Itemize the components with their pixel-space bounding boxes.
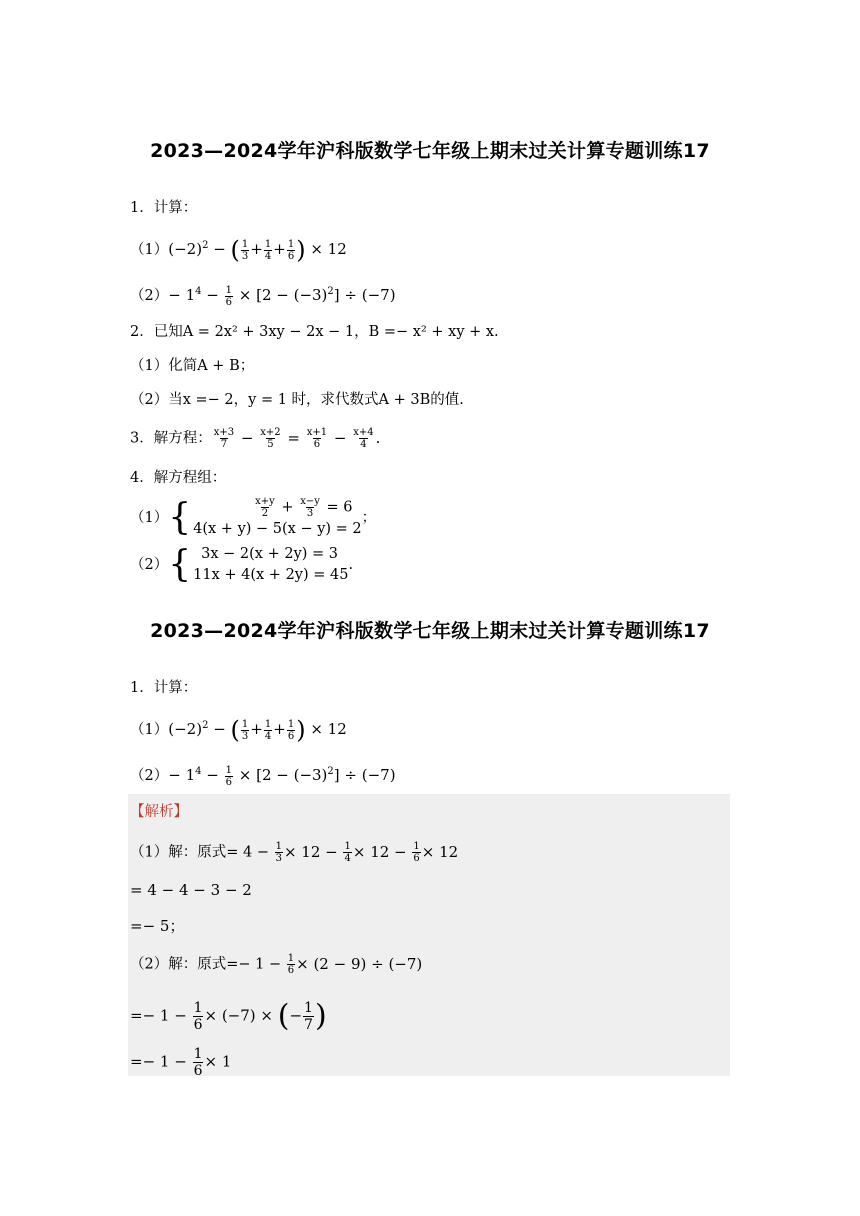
equation-system: { 3x − 2(x + 2y) = 3 11x + 4(x + 2y) = 45	[168, 544, 349, 585]
q1-part2-repeat: $(2)- 1^4$ − $\frac{1}{6}$ × $[2 - (-3)^2] \div (-7)$	[130, 764, 396, 788]
expr: (−2)	[168, 240, 203, 258]
analysis-step1: （1）解：原式= 4 − $\frac{1}{3}$ × 12 − $\frac{1}{4}$ × 12 − $\frac{1}{6}$ × 12	[130, 841, 459, 864]
analysis-step6: =− 1 − $\frac{1}{6}$ × 1	[130, 1046, 232, 1079]
expr-tail: × 12	[305, 240, 347, 258]
analysis-step5: =− 1 − $\frac{1}{6}$ × (−7) × (− $\frac{1}{7}$ )	[130, 998, 327, 1034]
q1-heading: 1．计算：	[130, 200, 198, 216]
q2-part2: （2）当x =− 2，y = 1 时，求代数式A + 3B的值.	[130, 392, 464, 408]
fraction: $\frac{1}{4}$	[264, 238, 272, 262]
q1-heading-repeat: 1．计算：	[130, 680, 198, 696]
fraction: $\frac{1}{6}$	[287, 238, 295, 262]
analysis-step3: =− 5；	[130, 917, 185, 935]
q1-part2: $(2)- 1^4$ − $\frac{1}{6}$ × $[2 - (-3)^2] \div (-7)$	[130, 284, 396, 308]
q3-equation: 3．解方程： $\frac{x+3}{7}$ − $\frac{x+2}{5}$ = $\frac{x+1}{6}$ − $\frac{x+4}{4}$ .	[130, 427, 381, 450]
fraction: $\frac{x+2}{5}$	[260, 427, 281, 450]
analysis-box	[128, 794, 730, 1076]
fraction: $\frac{x+4}{4}$	[353, 427, 374, 450]
fraction: $\frac{1}{3}$	[241, 238, 249, 262]
fraction: $\frac{1}{6}$	[225, 284, 232, 308]
analysis-tag: 【解析】	[130, 804, 188, 820]
q4-part2: （2） { 3x − 2(x + 2y) = 3 11x + 4(x + 2y) = 45 .	[130, 544, 354, 585]
part-label: （2）	[130, 288, 169, 304]
fraction: $\frac{x+3}{7}$	[213, 427, 235, 450]
analysis-step2: = 4 − 4 − 3 − 2	[130, 881, 252, 899]
q1-part1-repeat: $(1)(-2)^2$ − ( $\frac{1}{3}$ + $\frac{1}{4}$ + $\frac{1}{6}$ ) × 12	[130, 716, 347, 744]
page-title-repeat: 2023—2024学年沪科版数学七年级上期末过关计算专题训练17	[150, 620, 710, 642]
q1-part1: $(1)(-2)^2$ − ( $\frac{1}{3}$ + $\frac{1}{4}$ + $\frac{1}{6}$ ) × 12	[130, 236, 347, 264]
fraction: $\frac{x+1}{6}$	[306, 427, 328, 450]
q4-part1: （1） { $\frac{x+y}{2}$ + $\frac{x-y}{3}$ = 6 4(x + y) − 5(x − y) = 2 ；	[130, 496, 377, 538]
q4-heading: 4．解方程组：	[130, 470, 227, 486]
equation-system: { $\frac{x+y}{2}$ + $\frac{x-y}{3}$ = 6 4(x + y) − 5(x − y) = 2	[168, 496, 362, 538]
minus: −	[208, 240, 231, 258]
page-title: 2023—2024学年沪科版数学七年级上期末过关计算专题训练17	[150, 140, 710, 162]
part-label: （1）	[130, 242, 169, 258]
q2-part1: （1）化简A + B；	[130, 358, 255, 374]
analysis-step4: （2）解：原式=− 1 − $\frac{1}{6}$ × (2 − 9) ÷ (−7)	[130, 953, 423, 976]
q2-heading: 2．已知A = 2x² + 3xy − 2x − 1，B =− x² + xy + x.	[130, 324, 499, 340]
exponent: 2	[202, 240, 209, 251]
